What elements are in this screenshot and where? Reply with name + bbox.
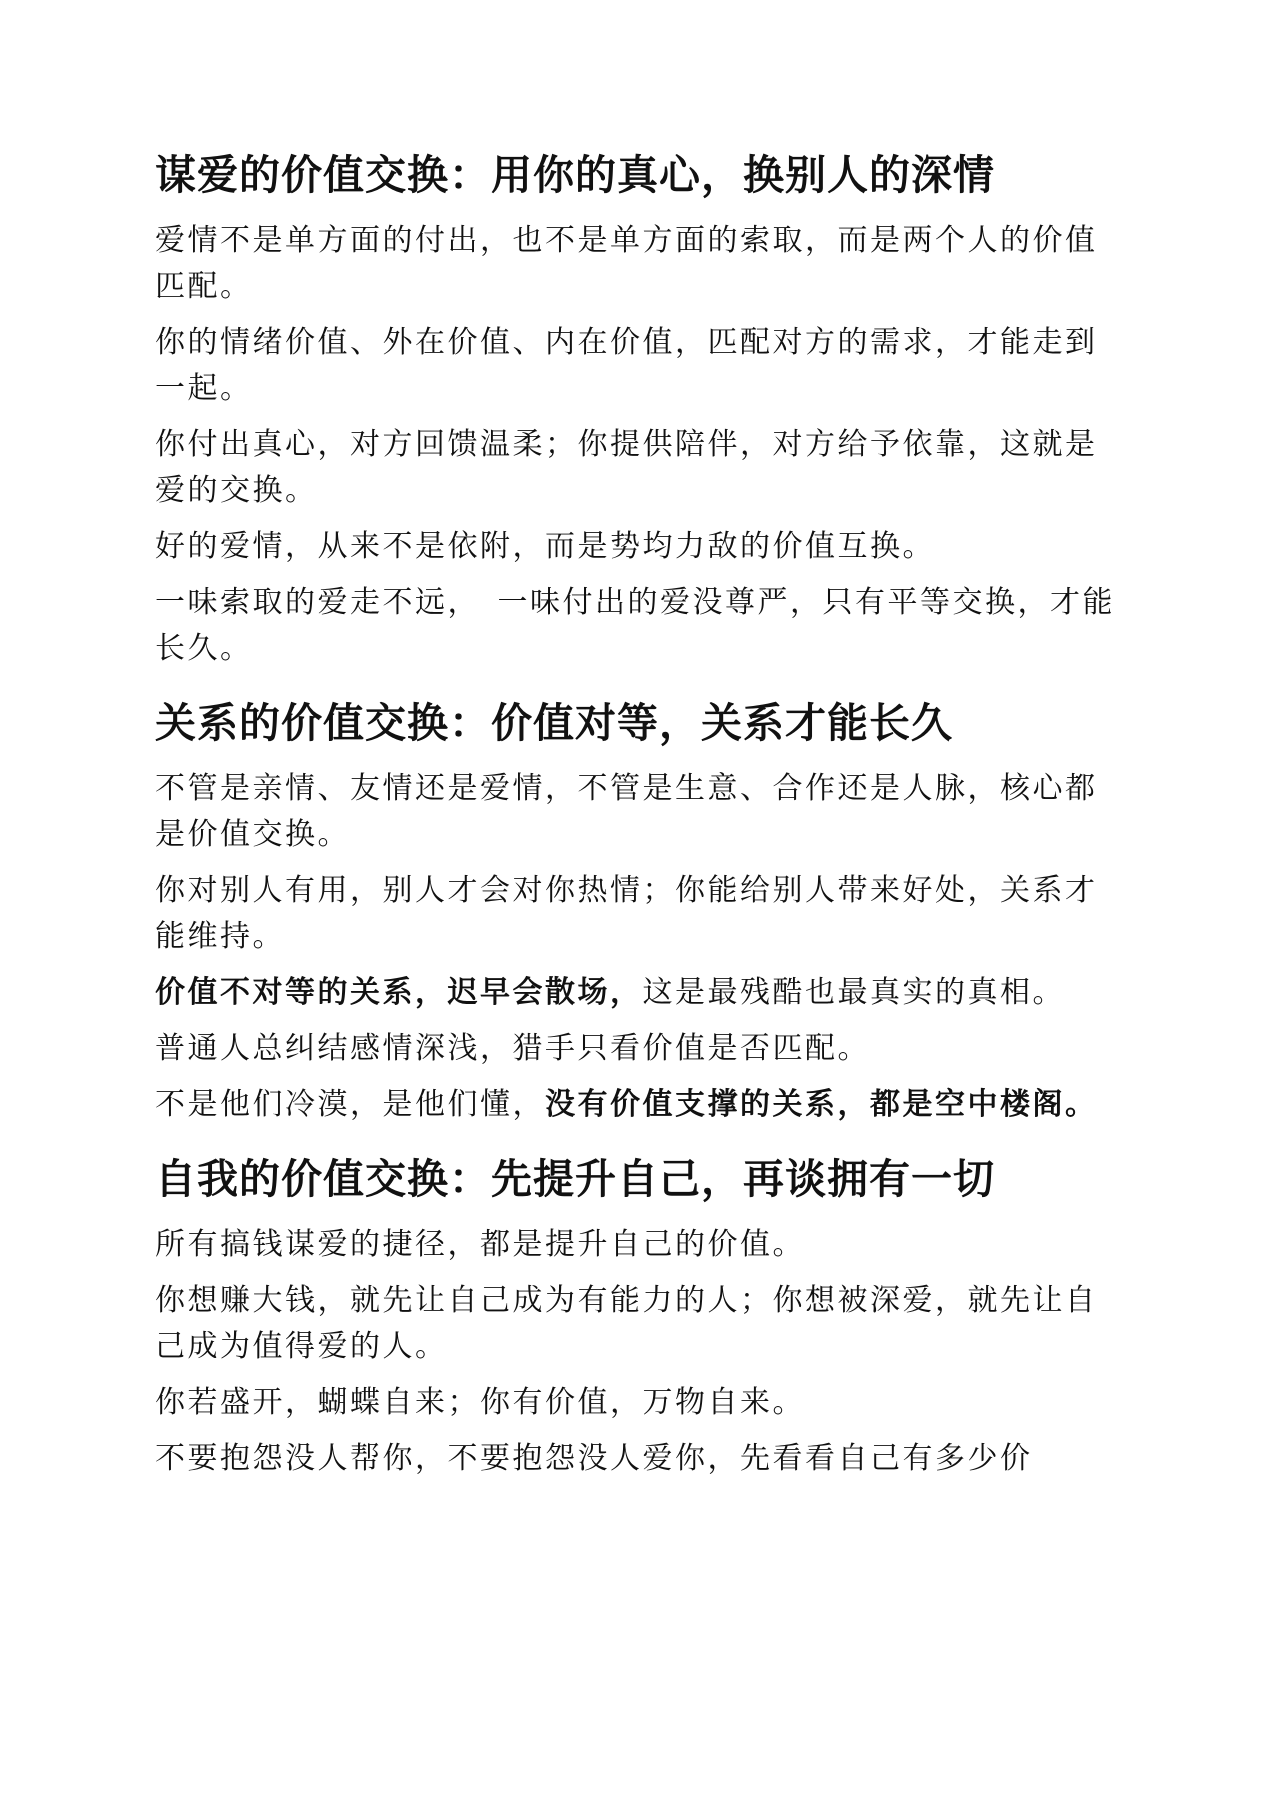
document-body	[155, 148, 1115, 1492]
paragraph: 你付出真心，对方回馈温柔；你提供陪伴，对方给予依靠，这就是爱的交换。	[155, 427, 1098, 508]
paragraph: 好的爱情，从来不是依附，而是势均力敌的价值互换。	[155, 529, 935, 564]
paragraph: 不要抱怨没人帮你，不要抱怨没人爱你，先看看自己有多少价	[155, 1441, 1033, 1476]
section-heading: 关系的价值交换：价值对等，关系才能长久	[155, 699, 953, 747]
paragraph: 不管是亲情、友情还是爱情，不管是生意、合作还是人脉，核心都是价值交换。	[155, 771, 1098, 852]
section-heading: 谋爱的价值交换：用你的真心，换别人的深情	[155, 151, 995, 199]
paragraph	[155, 970, 1115, 1016]
normal-text: 不是他们冷漠，是他们懂，	[155, 1087, 545, 1122]
paragraph: 你的情绪价值、外在价值、内在价值，匹配对方的需求，才能走到一起。	[155, 325, 1098, 406]
bold-text: 没有价值支撑的关系，都是空中楼阁。	[545, 1087, 1098, 1122]
section-self-value-exchange	[155, 1152, 1115, 1482]
paragraph: 你若盛开，蝴蝶自来；你有价值，万物自来。	[155, 1385, 805, 1420]
paragraph	[155, 1082, 1115, 1128]
paragraph: 你对别人有用，别人才会对你热情；你能给别人带来好处，关系才能维持。	[155, 873, 1098, 954]
section-love-value-exchange	[155, 148, 1115, 672]
paragraph: 普通人总纠结感情深浅，猎手只看价值是否匹配。	[155, 1031, 870, 1066]
bold-text: 价值不对等的关系，迟早会散场，	[155, 975, 643, 1010]
normal-text: 这是最残酷也最真实的真相。	[642, 975, 1065, 1010]
paragraph: 所有搞钱谋爱的捷径，都是提升自己的价值。	[155, 1227, 805, 1262]
paragraph: 你想赚大钱，就先让自己成为有能力的人；你想被深爱，就先让自己成为值得爱的人。	[155, 1283, 1098, 1364]
paragraph: 爱情不是单方面的付出，也不是单方面的索取，而是两个人的价值匹配。	[155, 223, 1098, 304]
section-relationship-value-exchange	[155, 696, 1115, 1128]
section-heading: 自我的价值交换：先提升自己，再谈拥有一切	[155, 1155, 995, 1203]
paragraph: 一味索取的爱走不远， 一味付出的爱没尊严，只有平等交换，才能长久。	[155, 585, 1115, 666]
